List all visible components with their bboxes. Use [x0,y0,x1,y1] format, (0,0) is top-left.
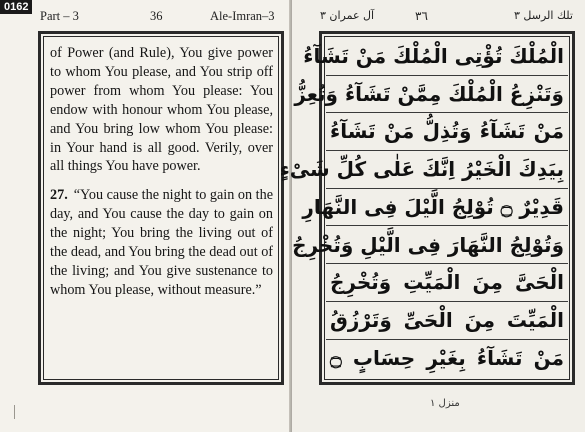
arabic-line-2: وَتَنْزِعُ الْمُلْكَ مِمَّنْ تَشَآءُ وَتُعِزُّ [326,76,568,114]
right-header-page-number: ٣٦ [415,9,428,23]
left-header-page-number: 36 [150,9,163,23]
page-edge-mark [14,405,15,419]
left-header-part: Part – 3 [40,9,79,23]
arabic-line-8: الْمَيِّتَ مِنَ الْحَىِّ وَتَرْزُقُ [326,302,568,340]
left-header-surah: Ale-Imran–3 [210,9,275,23]
right-header-surah: آل عمران ٣ [320,9,375,22]
english-translation [50,44,273,300]
verse-27-text: “You cause the night to gain on the day, and You cause the day to gain on the night; You bring the living out of the dead, and You bring the dead out of the living; and You give sustenance to whom You please, without measure.” [50,187,274,298]
arabic-line-5: قَدِيْرٌ ۝ تُوْلِجُ الَّيْلَ فِى النَّهَارِ [326,189,568,227]
left-page [0,0,291,432]
right-header-part: تلك الرسل ٣ [514,9,573,22]
arabic-line-7: الْحَىَّ مِنَ الْمَيِّتِ وَتُخْرِجُ [326,264,568,302]
page-id-badge: 0162 [0,0,32,14]
translation-paragraph-1: of Power (and Rule), You give power to whom You please, and You strip off power from whom You please: You endow with honour whom You please, and You bring low whom You please: in Your hand is all good. Verily, over all things You have power. [50,45,273,175]
arabic-text-block [279,38,568,378]
right-page [279,0,585,432]
arabic-line-1: الْمُلْكَ تُؤْتِى الْمُلْكَ مَنْ تَشَآءُ [326,38,568,76]
manzil-footer: منزل ١ [430,398,460,409]
arabic-line-3: مَنْ تَشَآءُ وَتُذِلُّ مَنْ تَشَآءُ [326,113,568,151]
arabic-line-9: مَنْ تَشَآءُ بِغَيْرِ حِسَابٍ ۝ [330,345,564,370]
arabic-line-4: بِيَدِكَ الْخَيْرُ اِنَّكَ عَلٰى كُلِّ شَىْءٍ [326,151,568,189]
translation-paragraph-2 [50,186,273,299]
arabic-line-6: وَتُوْلِجُ النَّهَارَ فِى الَّيْلِ وَتُخْرِجُ [326,227,568,265]
verse-number: 27. [50,187,68,204]
